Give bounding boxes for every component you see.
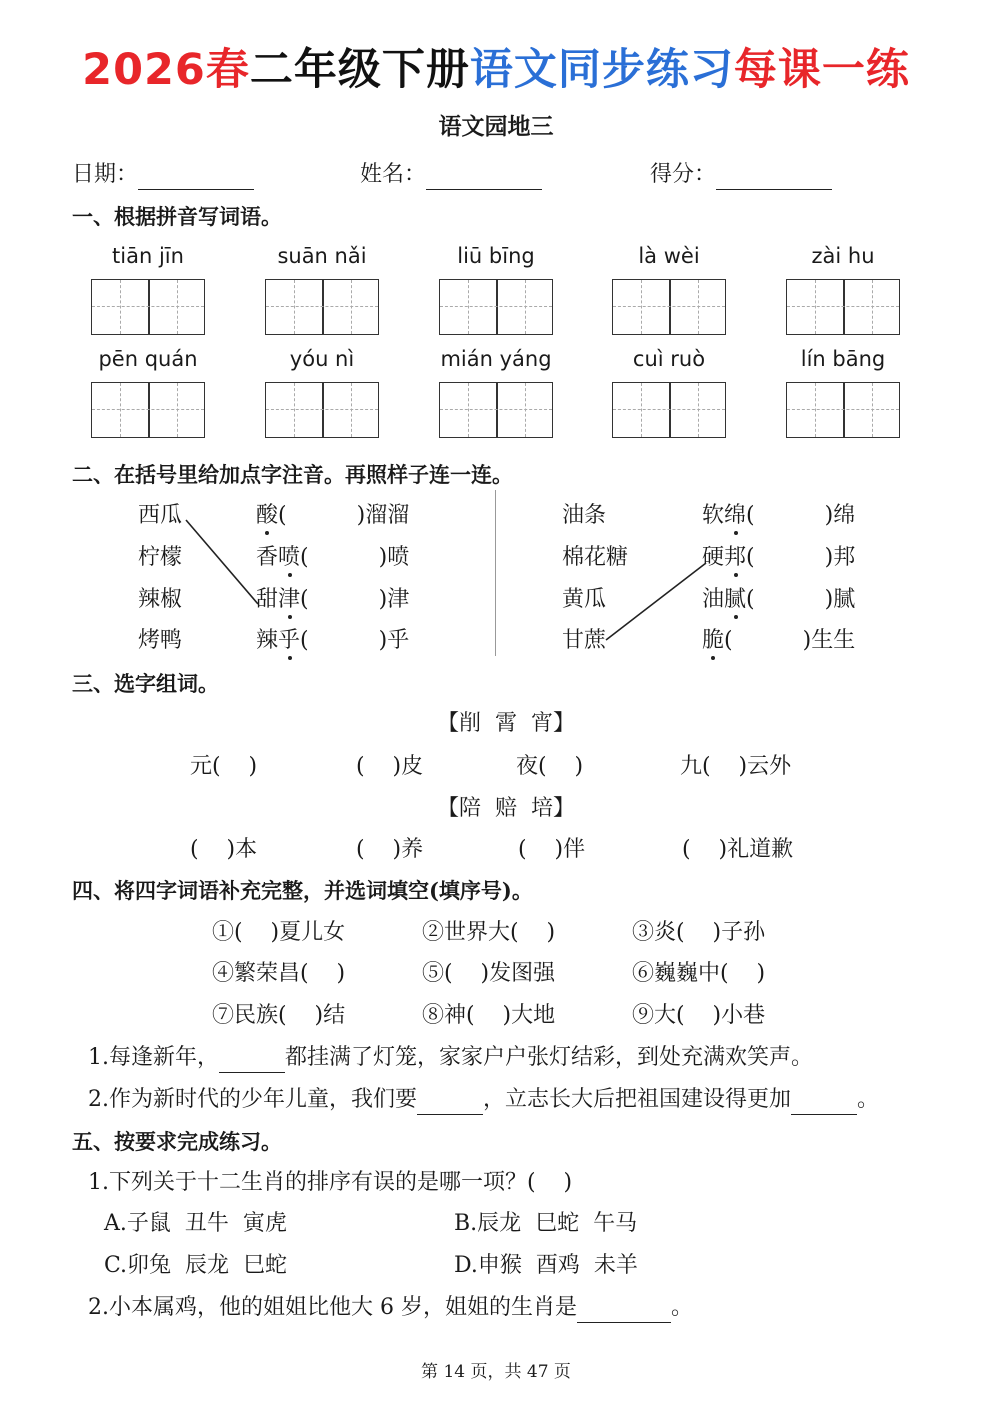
word-blank[interactable]: ( )伴 xyxy=(518,837,586,862)
title-part-year: 2026春 xyxy=(82,45,250,95)
idiom-item[interactable]: ⑥巍巍中( ) xyxy=(632,961,766,986)
taste-item[interactable]: 甜津( )津 xyxy=(256,587,410,612)
title-part-subject: 语文同步练习 xyxy=(469,45,734,95)
answer-blank[interactable] xyxy=(577,1300,671,1323)
zodiac-fill-question: 2.小本属鸡，他的姐姐比他大 6 岁，姐姐的生肖是 。 xyxy=(88,1293,693,1323)
food-word: 西瓜 xyxy=(138,503,183,528)
word-blank[interactable]: ( )礼道歉 xyxy=(682,837,794,862)
idiom-item[interactable]: ③炎( )子孙 xyxy=(632,920,766,945)
word-blank[interactable]: ( )本 xyxy=(190,837,258,862)
section1-heading: 一、根据拼音写词语。 xyxy=(72,204,282,229)
section4-heading: 四、将四字词语补充完整，并选词填空(填序号)。 xyxy=(72,878,533,903)
option-d[interactable]: D.申猴 酉鸡 未羊 xyxy=(454,1253,638,1278)
idiom-item[interactable]: ⑦民族( )结 xyxy=(212,1003,346,1028)
answer-blank[interactable] xyxy=(219,1050,285,1073)
taste-item[interactable]: 酸( )溜溜 xyxy=(256,503,410,528)
word-blank[interactable]: 夜( ) xyxy=(516,754,584,779)
texture-item[interactable]: 软绵( )绵 xyxy=(702,503,856,528)
page-number: 第 14 页，共 47 页 xyxy=(421,1362,571,1382)
food-word: 烤鸭 xyxy=(138,628,183,653)
option-a[interactable]: A.子鼠 丑牛 寅虎 xyxy=(104,1211,287,1236)
title-part-practice: 每课一练 xyxy=(733,45,910,95)
pinyin-label: suān nǎi xyxy=(277,244,367,268)
fill-sentence-2: 2.作为新时代的少年儿童，我们要 ，立志长大后把祖国建设得更加 。 xyxy=(88,1085,879,1115)
food-word: 甘蔗 xyxy=(562,628,607,653)
zodiac-question: 1.下列关于十二生肖的排序有误的是哪一项？( ) xyxy=(88,1170,573,1195)
fill-sentence-1: 1.每逢新年， 都挂满了灯笼，家家户户张灯结彩，到处充满欢笑声。 xyxy=(88,1043,813,1073)
word-blank[interactable]: 元( ) xyxy=(190,754,258,779)
pinyin-label: mián yáng xyxy=(440,347,552,371)
idiom-item[interactable]: ④繁荣昌( ) xyxy=(212,961,346,986)
word-blank[interactable]: ( )皮 xyxy=(356,754,424,779)
name-label: 姓名： xyxy=(360,162,427,187)
example-line xyxy=(606,563,706,640)
date-label: 日期： xyxy=(72,162,139,187)
texture-item[interactable]: 脆( )生生 xyxy=(702,628,856,653)
pinyin-label: là wèi xyxy=(638,244,700,268)
food-word: 黄瓜 xyxy=(562,587,607,612)
option-c[interactable]: C.卯兔 辰龙 巳蛇 xyxy=(104,1253,288,1278)
taste-item[interactable]: 辣乎( )乎 xyxy=(256,628,410,653)
example-lines xyxy=(0,0,992,700)
food-word: 柠檬 xyxy=(138,545,183,570)
char-group: 【陪 赔 培】 xyxy=(437,796,575,821)
pinyin-label: zài hu xyxy=(811,244,875,268)
example-line xyxy=(186,520,258,604)
idiom-item[interactable]: ⑤( )发图强 xyxy=(422,961,556,986)
title-part-grade: 二年级下册 xyxy=(249,45,470,95)
section2-heading: 二、在括号里给加点字注音。再照样子连一连。 xyxy=(72,462,513,487)
pinyin-label: lín bāng xyxy=(800,347,886,371)
pinyin-label: liū bīng xyxy=(457,244,535,268)
pinyin-label: tiān jīn xyxy=(112,244,184,268)
idiom-item[interactable]: ⑧神( )大地 xyxy=(422,1003,556,1028)
idiom-item[interactable]: ⑨大( )小巷 xyxy=(632,1003,766,1028)
texture-item[interactable]: 油腻( )腻 xyxy=(702,587,856,612)
lesson-subtitle: 语文园地三 xyxy=(438,113,554,140)
texture-item[interactable]: 硬邦( )邦 xyxy=(702,545,856,570)
food-word: 油条 xyxy=(562,503,607,528)
option-b[interactable]: B.辰龙 巳蛇 午马 xyxy=(454,1211,638,1236)
word-blank[interactable]: 九( )云外 xyxy=(680,754,792,779)
food-word: 辣椒 xyxy=(138,587,183,612)
answer-blank[interactable] xyxy=(417,1092,483,1115)
idiom-item[interactable]: ①( )夏儿女 xyxy=(212,920,346,945)
taste-item[interactable]: 香喷( )喷 xyxy=(256,545,410,570)
section5-heading: 五、按要求完成练习。 xyxy=(72,1129,282,1154)
answer-blank[interactable] xyxy=(791,1092,857,1115)
idiom-item[interactable]: ②世界大( ) xyxy=(422,920,556,945)
section3-heading: 三、选字组词。 xyxy=(72,671,219,696)
word-blank[interactable]: ( )养 xyxy=(356,837,424,862)
food-word: 棉花糖 xyxy=(562,545,629,570)
pinyin-label: yóu nì xyxy=(289,347,355,371)
score-label: 得分： xyxy=(650,162,717,187)
char-group: 【削 霄 宵】 xyxy=(437,711,575,736)
pinyin-label: pēn quán xyxy=(98,347,198,371)
pinyin-label: cuì ruò xyxy=(632,347,706,371)
